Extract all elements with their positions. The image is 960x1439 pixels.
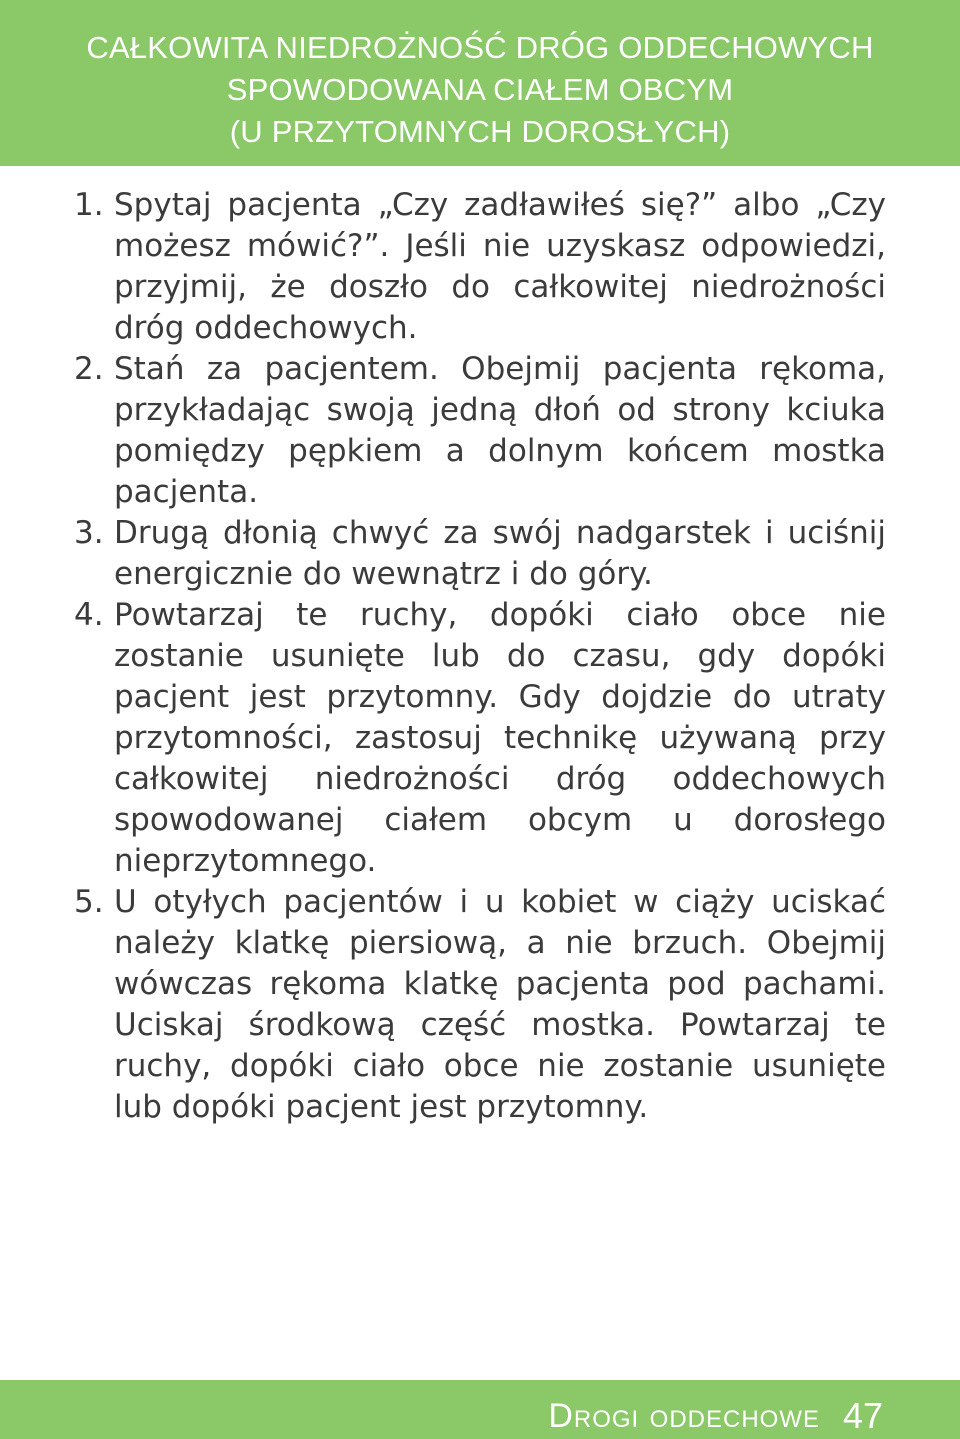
step-text: Stań za pacjentem. Obejmij pacjenta rękoma, przykładając swoją jedną dłoń od strony kciuka pomiędzy pępkiem a dolnym końcem mostka pacjenta. bbox=[114, 351, 886, 510]
header-title-line-3: (U PRZYTOMNYCH DOROSŁYCH) bbox=[229, 114, 731, 149]
step-text: Drugą dłonią chwyć za swój nadgarstek i uciśnij energicznie do wewnątrz i do góry. bbox=[114, 515, 886, 592]
footer-section-title bbox=[548, 1396, 820, 1436]
step-text: Spytaj pacjenta „Czy zadławiłeś się?” albo „Czy możesz mówić?”. Jeśli nie uzyskasz odpowiedzi, przyjmij, że doszło do całkowitej niedrożności dróg oddechowych. bbox=[114, 187, 886, 346]
header-title-line-2: SPOWODOWANA CIAŁEM OBCYM bbox=[226, 72, 734, 107]
page-footer-bar bbox=[0, 1380, 960, 1439]
step-number: 3. bbox=[74, 515, 104, 551]
step-item-3 bbox=[74, 513, 886, 595]
footer-section-initial: D bbox=[548, 1397, 574, 1435]
step-item-2 bbox=[74, 349, 886, 513]
step-number: 4. bbox=[74, 597, 104, 633]
step-number: 5. bbox=[74, 884, 104, 920]
step-text: U otyłych pacjentów i u kobiet w ciąży uciskać należy klatkę piersiową, a nie brzuch. Obejmij wówczas rękoma klatkę pacjenta pod pachami. Uciskaj środkową część mostka. Powtarzaj te ruchy, dopóki ciało obce nie zostanie usunięte lub dopóki pacjent jest przytomny. bbox=[114, 884, 886, 1125]
instruction-steps-list bbox=[74, 185, 886, 1128]
step-item-5 bbox=[74, 882, 886, 1128]
step-item-1 bbox=[74, 185, 886, 349]
chapter-header-banner bbox=[0, 0, 960, 166]
step-number: 2. bbox=[74, 351, 104, 387]
header-title-line-1: CAŁKOWITA NIEDROŻNOŚĆ DRÓG ODDECHOWYCH bbox=[86, 30, 874, 65]
step-item-4 bbox=[74, 595, 886, 882]
step-number: 1. bbox=[74, 187, 104, 223]
footer-section-rest: rogi oddechowe bbox=[573, 1397, 820, 1435]
step-text: Powtarzaj te ruchy, dopóki ciało obce nie zostanie usunięte lub do czasu, gdy dopóki pacjent jest przytomny. Gdy dojdzie do utraty przytomności, zastosuj technikę używaną przy całkowitej niedrożności dróg oddechowych spowodowanej ciałem obcym u dorosłego nieprzytomnego. bbox=[114, 597, 886, 879]
page-number: 47 bbox=[842, 1395, 883, 1436]
